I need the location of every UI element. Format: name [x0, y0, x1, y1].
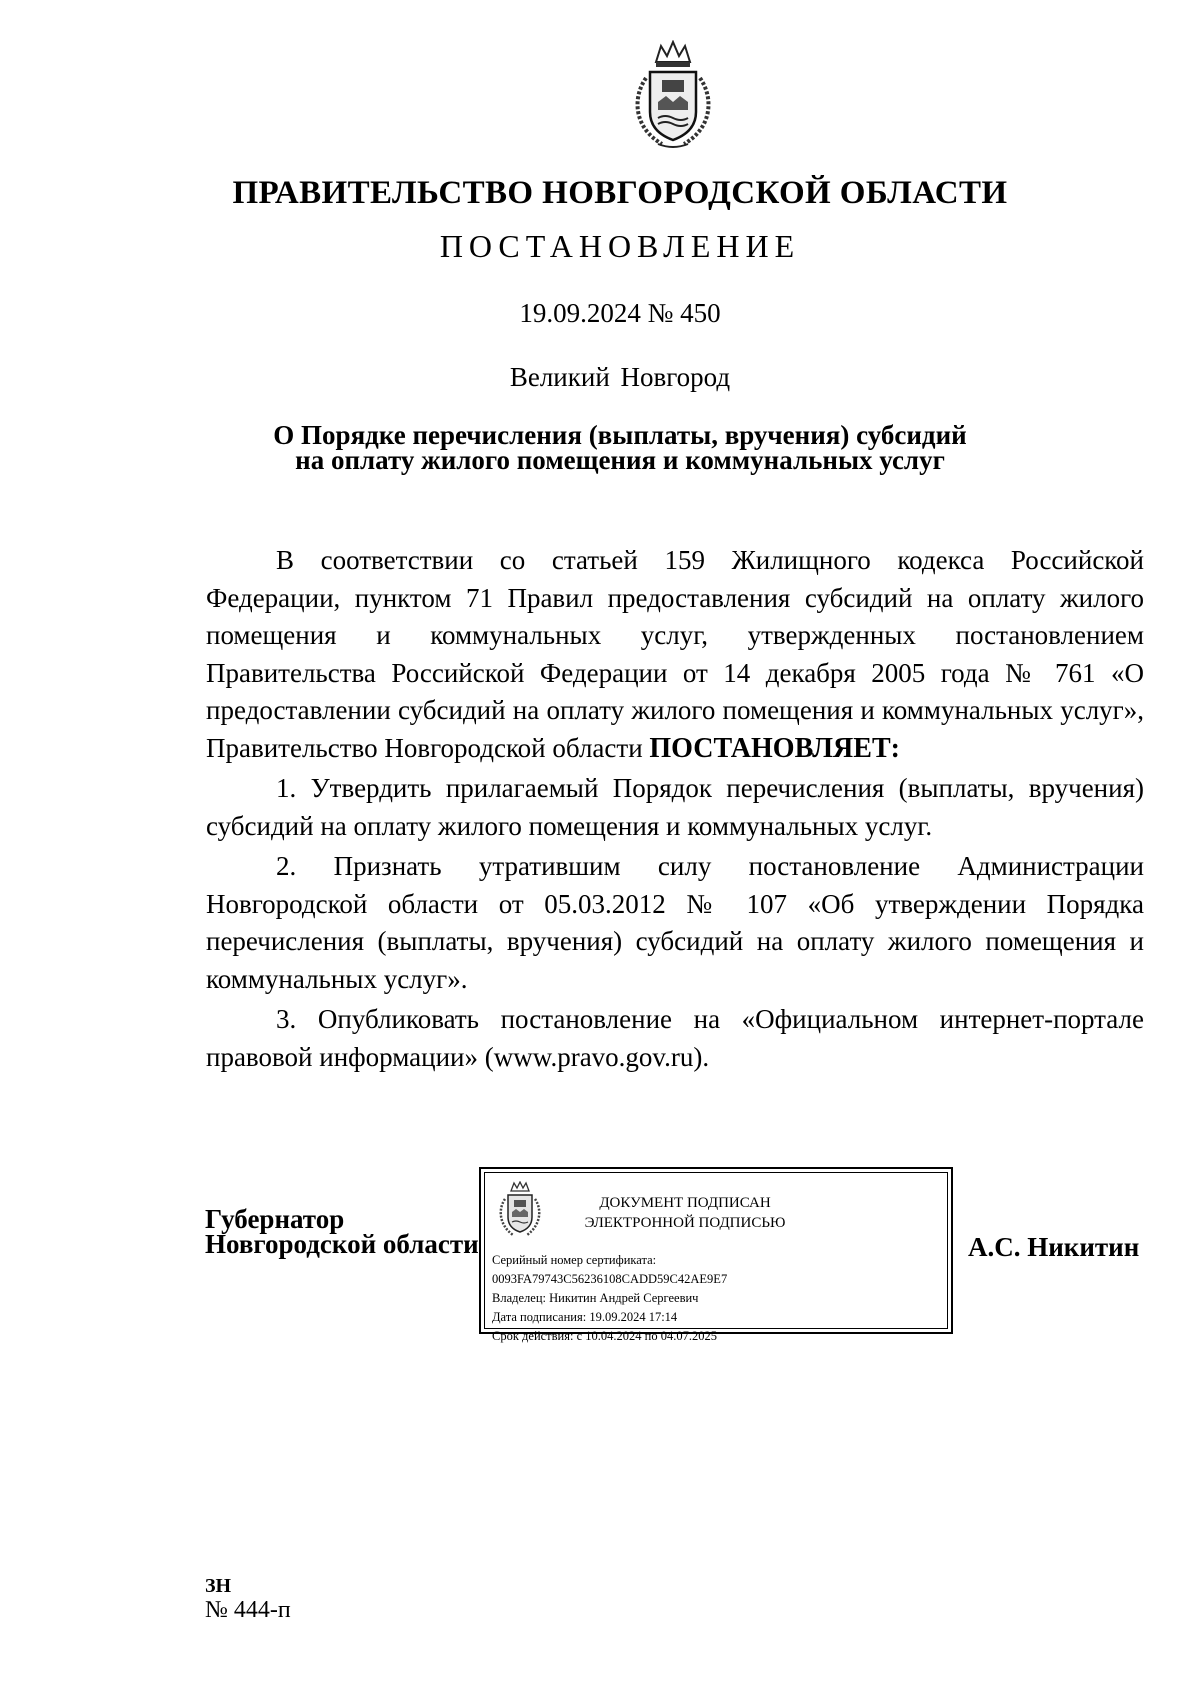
stamp-inner-frame	[484, 1172, 948, 1343]
document-type: ПОСТАНОВЛЕНИЕ	[439, 228, 801, 264]
subject-line-1: О Порядке перечисления (выплаты, вручения) субсидий	[273, 420, 967, 450]
paragraph-item-2: 2. Признать утратившим силу постановление Администрации Новгородской области от 05.03.2012 № 107 «Об утверждении Порядка перечисления (выплаты, вручения) субсидий на оплату жилого помещения и коммунальных услуг».	[206, 851, 1144, 994]
signatory-title-line-1: Губернатор	[205, 1204, 345, 1234]
document-body	[206, 542, 1144, 1076]
paragraph-item-3: 3. Опубликовать постановление на «Официальном интернет-портале правовой информации» (www.pravo.gov.ru).	[206, 1004, 1144, 1072]
registration-code	[205, 1574, 291, 1622]
city: Великий Новгород	[509, 362, 731, 392]
resolves-keyword: ПОСТАНОВЛЯЕТ:	[649, 732, 900, 764]
coat-of-arms-icon	[628, 40, 718, 152]
certificate-owner: Владелец: Никитин Андрей Сергеевич	[492, 1291, 699, 1305]
certificate-label: Серийный номер сертификата:	[492, 1253, 657, 1267]
signatory-title-line-2: Новгородской области	[205, 1229, 479, 1259]
stamp-heading-line-1: ДОКУМЕНТ ПОДПИСАН	[599, 1195, 771, 1211]
stamp-coat-of-arms-icon	[497, 1181, 543, 1239]
certificate-number: 0093FA79743C56236108CADD59C42AE9E7	[492, 1272, 728, 1286]
subject-line-2: на оплату жилого помещения и коммунальных услуг	[295, 445, 945, 475]
certificate-validity: Срок действия: с 10.04.2024 по 04.07.2025	[492, 1329, 717, 1343]
preamble-text: В соответствии со статьей 159 Жилищного кодекса Российской Федерации, пунктом 71 Правил предоставления субсидий на оплату жилого помещения и коммунальных услуг, утвержденных постановлением Правительства Российской Федерации от 14 декабря 2005 года № 761 «О предоставлении субсидий на оплату жилого помещения и коммунальных услуг», Правительство Новгородской области	[206, 545, 1144, 763]
paragraph-preamble	[206, 542, 1144, 767]
stamp-details	[492, 1251, 727, 1346]
stamp-heading	[565, 1193, 805, 1233]
signatory-name: А.С. Никитин	[968, 1232, 1140, 1262]
executor-initials: ЗН	[205, 1575, 232, 1597]
date-number: 19.09.2024 № 450	[519, 298, 721, 328]
electronic-signature-stamp	[479, 1167, 953, 1343]
signing-date: Дата подписания: 19.09.2024 17:14	[492, 1310, 678, 1324]
registration-number: № 444-п	[205, 1597, 291, 1623]
signatory-title	[205, 1204, 479, 1259]
stamp-heading-line-2: ЭЛЕКТРОННОЙ ПОДПИСЬЮ	[584, 1215, 786, 1231]
document-subject	[0, 420, 1200, 475]
organization-title: ПРАВИТЕЛЬСТВО НОВГОРОДСКОЙ ОБЛАСТИ	[232, 175, 1008, 211]
paragraph-item-1: 1. Утвердить прилагаемый Порядок перечисления (выплаты, вручения) субсидий на оплату жилого помещения и коммунальных услуг.	[206, 773, 1144, 841]
